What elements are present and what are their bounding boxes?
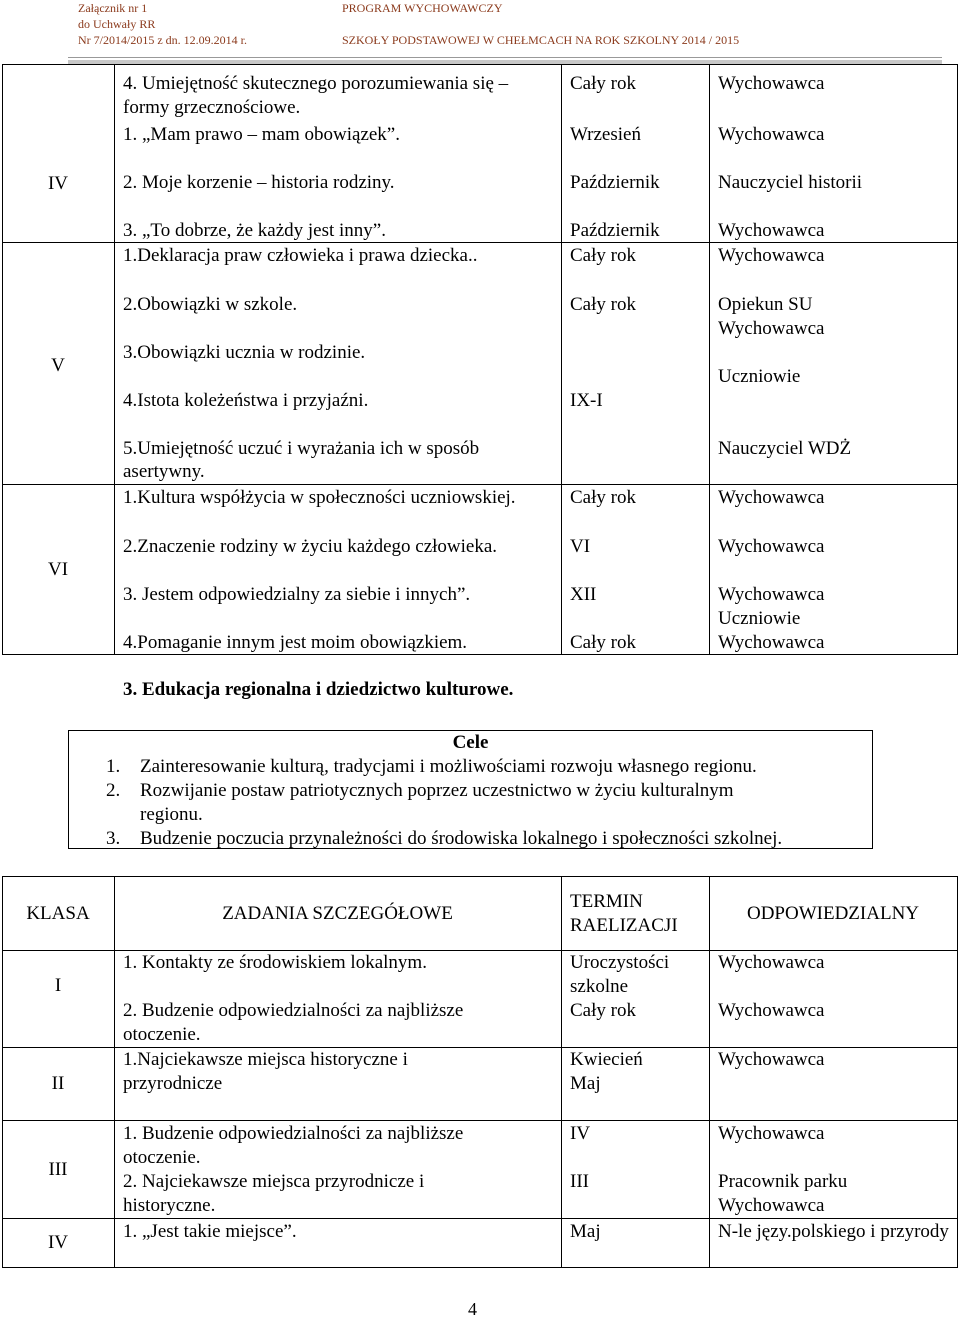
term-text: IX-I [570, 390, 603, 411]
header-termin: RAELIZACJI [570, 915, 678, 936]
term-text: Wrzesień [570, 124, 641, 145]
term-text: IV [570, 1123, 591, 1144]
task-text: 2. Najciekawsze miejsca przyrodnicze i [123, 1171, 425, 1192]
responsible-text: Wychowawca [718, 536, 825, 557]
term-text: Cały rok [570, 487, 636, 508]
responsible-text: Wychowawca [718, 318, 825, 339]
responsible-text: Wychowawca [718, 952, 825, 973]
term-text: Cały rok [570, 632, 636, 653]
responsible-text: Wychowawca [718, 1000, 825, 1021]
task-text: 4.Istota koleżeństwa i przyjaźni. [123, 390, 369, 411]
task-text: asertywny. [123, 461, 205, 482]
task-text: 1. „Jest takie miejsce”. [123, 1221, 297, 1242]
page-number: 4 [468, 1299, 477, 1319]
program-title [342, 0, 739, 48]
task-text: 3. Jestem odpowiedzialny za siebie i innych”. [123, 584, 471, 605]
goals-title: Cele [452, 732, 489, 753]
task-text: 1.Najciekawsze miejsca historyczne i [123, 1049, 408, 1070]
task-text: 3.Obowiązki ucznia w rodzinie. [123, 342, 366, 363]
table-border [561, 64, 562, 654]
term-text: Cały rok [570, 1000, 636, 1021]
responsible-text: Nauczyciel WDŻ [718, 438, 852, 459]
term-text: Październik [570, 220, 660, 241]
task-text: otoczenie. [123, 1024, 201, 1045]
table-border [2, 876, 958, 877]
task-text: 1. Kontakty ze środowiskiem lokalnym. [123, 952, 427, 973]
attachment-note [78, 0, 247, 48]
goal-text: Budzenie poczucia przynależności do środowiska lokalnego i społeczności szkolnej. [140, 828, 783, 849]
table-border [2, 1267, 958, 1268]
table-border [2, 64, 958, 65]
task-text: przyrodnicze [123, 1073, 223, 1094]
program-title-line-2: SZKOŁY PODSTAWOWEJ W CHEŁMCACH NA ROK SZKOLNY 2014 / 2015 [342, 33, 740, 47]
table-border [957, 876, 958, 1267]
attachment-line-3: Nr 7/2014/2015 z dn. 12.09.2014 r. [78, 33, 247, 47]
goal-text: Zainteresowanie kulturą, tradycjami i możliwościami rozwoju własnego regionu. [140, 756, 757, 777]
goal-number: 2. [106, 780, 121, 801]
attachment-line-2: do Uchwały RR [78, 17, 156, 31]
table-border [561, 876, 562, 1267]
term-text: Maj [570, 1073, 601, 1094]
task-text: 5.Umiejętność uczuć i wyrażania ich w sposób [123, 438, 480, 459]
task-text: 2.Obowiązki w szkole. [123, 294, 298, 315]
task-text: 1. Budzenie odpowiedzialności za najbliższe [123, 1123, 464, 1144]
term-text: Uroczystości [570, 952, 670, 973]
responsible-text: Wychowawca [718, 1195, 825, 1216]
task-text: 1.Deklaracja praw człowieka i prawa dziecka.. [123, 245, 478, 266]
task-text: otoczenie. [123, 1147, 201, 1168]
term-text: Maj [570, 1221, 601, 1242]
class-label: IV [47, 1232, 69, 1253]
program-title-line-1: PROGRAM WYCHOWAWCZY [342, 1, 503, 15]
table-border [114, 64, 115, 654]
section-heading: 3. Edukacja regionalna i dziedzictwo kulturowe. [123, 679, 514, 700]
term-text: XII [570, 584, 597, 605]
task-text: 2.Znaczenie rodziny w życiu każdego człowieka. [123, 536, 498, 557]
task-text: 4. Umiejętność skutecznego porozumiewania się – [123, 73, 509, 94]
goal-text: regionu. [140, 804, 203, 825]
goal-text: Rozwijanie postaw patriotycznych poprzez uczestnictwo w życiu kulturalnym [140, 780, 734, 801]
class-label: II [51, 1073, 65, 1094]
table-border [957, 64, 958, 654]
header-termin: TERMIN [570, 891, 643, 912]
term-text: VI [570, 536, 591, 557]
term-text: Kwiecień [570, 1049, 643, 1070]
table-border [2, 484, 958, 485]
table-border [2, 1218, 958, 1219]
responsible-text: Wychowawca [718, 632, 825, 653]
responsible-text: Wychowawca [718, 584, 825, 605]
responsible-text: Wychowawca [718, 220, 825, 241]
table-border [2, 1120, 958, 1121]
attachment-line-1: Załącznik nr 1 [78, 1, 148, 15]
task-text: 2. Moje korzenie – historia rodziny. [123, 172, 395, 193]
task-text: historyczne. [123, 1195, 216, 1216]
responsible-text: N-le języ.polskiego i przyrody [718, 1221, 949, 1242]
responsible-text: Wychowawca [718, 1049, 825, 1070]
goal-number: 3. [106, 828, 121, 849]
task-text: 2. Budzenie odpowiedzialności za najbliższe [123, 1000, 464, 1021]
responsible-text: Opiekun SU [718, 294, 813, 315]
term-text: Cały rok [570, 294, 636, 315]
task-text: formy grzecznościowe. [123, 97, 301, 118]
term-text: Cały rok [570, 245, 636, 266]
responsible-text: Wychowawca [718, 1123, 825, 1144]
responsible-text: Wychowawca [718, 245, 825, 266]
table-border [709, 64, 710, 654]
task-text: 3. „To dobrze, że każdy jest inny”. [123, 220, 386, 241]
task-text: 1. „Mam prawo – mam obowiązek”. [123, 124, 400, 145]
class-label: I [54, 975, 62, 996]
header-odpowiedzialny: ODPOWIEDZIALNY [746, 903, 920, 924]
class-label: IV [47, 173, 69, 194]
table-border [709, 876, 710, 1267]
class-label: III [48, 1159, 68, 1180]
header-zadania: ZADANIA SZCZEGÓŁOWE [222, 903, 453, 924]
responsible-text: Wychowawca [718, 487, 825, 508]
task-text: 4.Pomaganie innym jest moim obowiązkiem. [123, 632, 468, 653]
table-border [114, 876, 115, 1267]
goal-number: 1. [106, 756, 121, 777]
task-text: 1.Kultura współżycia w społeczności uczniowskiej. [123, 487, 516, 508]
responsible-text: Uczniowie [718, 608, 801, 629]
term-text: Cały rok [570, 73, 636, 94]
term-text: III [570, 1171, 589, 1192]
term-text: szkolne [570, 976, 629, 997]
responsible-text: Nauczyciel historii [718, 172, 863, 193]
header-rule [68, 57, 942, 58]
responsible-text: Pracownik parku [718, 1171, 848, 1192]
class-label: VI [47, 559, 69, 580]
header-klasa: KLASA [26, 903, 90, 924]
responsible-text: Uczniowie [718, 366, 801, 387]
responsible-text: Wychowawca [718, 124, 825, 145]
responsible-text: Wychowawca [718, 73, 825, 94]
term-text: Październik [570, 172, 660, 193]
class-label: V [51, 355, 65, 376]
